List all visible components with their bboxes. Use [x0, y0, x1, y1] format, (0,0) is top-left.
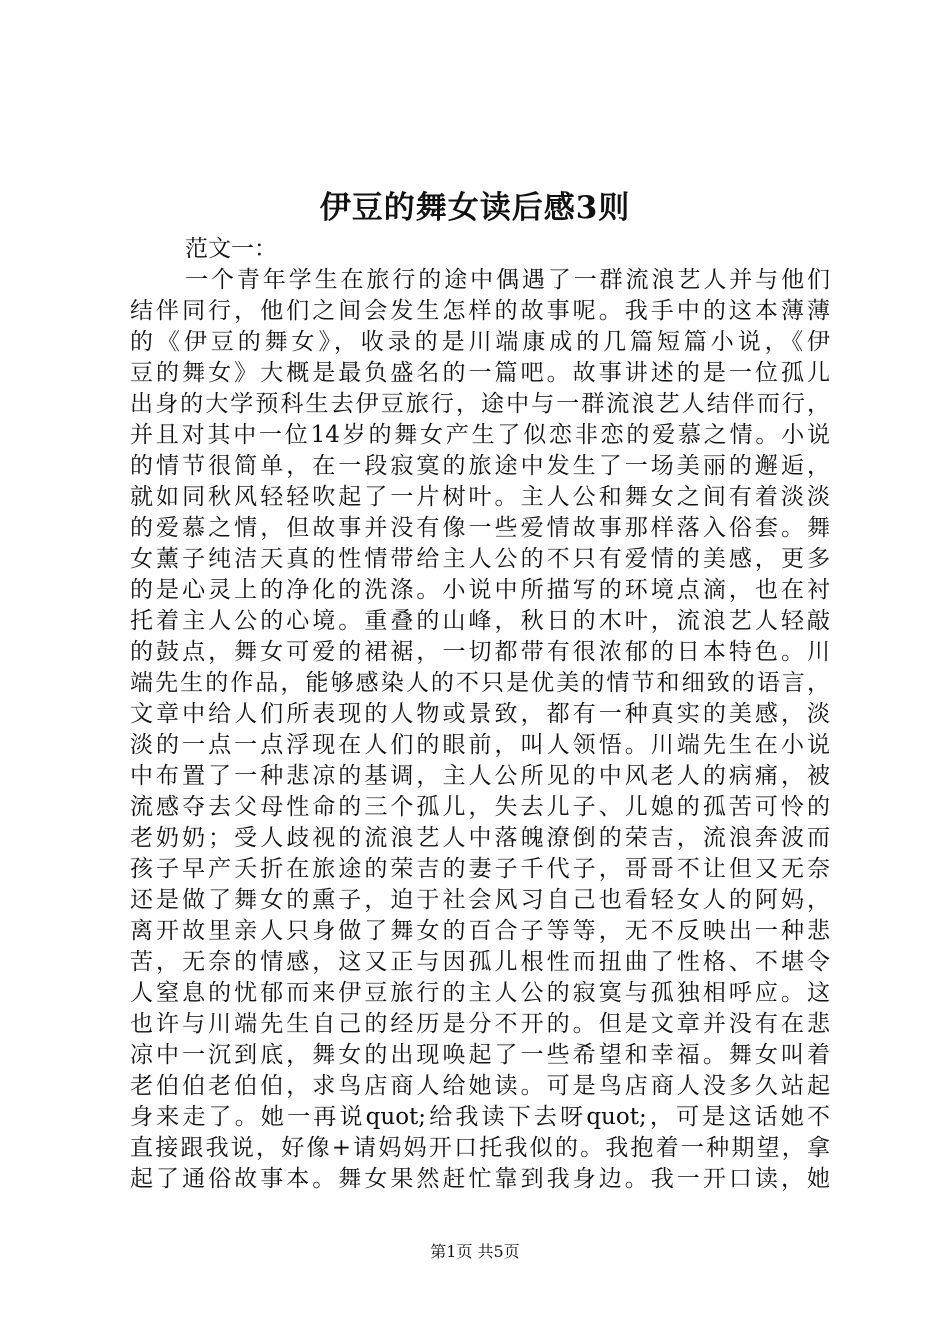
paragraph-line: 端先生的作品，能够感染人的不只是优美的情节和细致的语言，	[130, 670, 830, 696]
paragraph-line: 托着主人公的心境。重叠的山峰，秋日的木叶，流浪艺人轻敲	[130, 608, 830, 634]
paragraph-line: 的《伊豆的舞女》，收录的是川端康成的几篇短篇小说，《伊	[130, 329, 830, 355]
document-body	[130, 234, 830, 1195]
paragraph-line: 也许与川端先生自己的经历是分不开的。但是文章并没有在悲	[130, 1011, 830, 1037]
paragraph-line: 起了通俗故事本。舞女果然赶忙靠到我身边。我一开口读，她	[130, 1166, 830, 1192]
paragraph-line: 结伴同行，他们之间会发生怎样的故事呢。我手中的这本薄薄	[130, 298, 830, 324]
paragraph-line: 的情节很简单，在一段寂寞的旅途中发生了一场美丽的邂逅，	[130, 453, 830, 479]
paragraph-line: 女薰子纯洁天真的性情带给主人公的不只有爱情的美感，更多	[130, 546, 830, 572]
paragraph-line: 离开故里亲人只身做了舞女的百合子等等，无不反映出一种悲	[130, 918, 830, 944]
paragraph-line: 文章中给人们所表现的人物或景致，都有一种真实的美感，淡	[130, 701, 830, 727]
paragraph-line: 的爱慕之情，但故事并没有像一些爱情故事那样落入俗套。舞	[130, 515, 830, 541]
page-footer: 第1页 共5页	[430, 1242, 520, 1261]
paragraph-line: 就如同秋风轻轻吹起了一片树叶。主人公和舞女之间有着淡淡	[130, 484, 830, 510]
paragraph-line: 的鼓点，舞女可爱的裙裾，一切都带有很浓郁的日本特色。川	[130, 639, 830, 665]
paragraph-line: 凉中一沉到底，舞女的出现唤起了一些希望和幸福。舞女叫着	[130, 1042, 830, 1068]
paragraph-line: 直接跟我说，好像+请妈妈开口托我似的。我抱着一种期望，拿	[130, 1135, 830, 1161]
section-heading: 范文一：	[185, 236, 277, 262]
paragraph-line: 老奶奶；受人歧视的流浪艺人中落魄潦倒的荣吉，流浪奔波而	[130, 825, 830, 851]
paragraph-line: 并且对其中一位14岁的舞女产生了似恋非恋的爱慕之情。小说	[130, 422, 830, 448]
paragraph-line: 豆的舞女》大概是最负盛名的一篇吧。故事讲述的是一位孤儿	[130, 360, 830, 386]
paragraph-line: 流感夺去父母性命的三个孤儿，失去儿子、儿媳的孤苦可怜的	[130, 794, 830, 820]
paragraph-line: 身来走了。她一再说quot;给我读下去呀quot;，可是这话她不	[130, 1104, 830, 1130]
paragraph-line: 的是心灵上的净化的洗涤。小说中所描写的环境点滴，也在衬	[130, 577, 830, 603]
paragraph-line: 中布置了一种悲凉的基调，主人公所见的中风老人的病痛，被	[130, 763, 830, 789]
paragraph-line: 老伯伯老伯伯，求鸟店商人给她读。可是鸟店商人没多久站起	[130, 1073, 830, 1099]
paragraph-line: 淡的一点一点浮现在人们的眼前，叫人领悟。川端先生在小说	[130, 732, 830, 758]
paragraph-line: 苦，无奈的情感，这又正与因孤儿根性而扭曲了性格、不堪令	[130, 949, 830, 975]
paragraph-line: 还是做了舞女的熏子，迫于社会风习自己也看轻女人的阿妈，	[130, 887, 830, 913]
paragraph-line: 一个青年学生在旅行的途中偶遇了一群流浪艺人并与他们	[185, 267, 830, 293]
paragraph-line: 人窒息的忧郁而来伊豆旅行的主人公的寂寞与孤独相呼应。这	[130, 980, 830, 1006]
paragraph-line: 孩子早产夭折在旅途的荣吉的妻子千代子，哥哥不让但又无奈	[130, 856, 830, 882]
document-title: 伊豆的舞女读后感3则	[319, 190, 631, 226]
paragraph-line: 出身的大学预科生去伊豆旅行，途中与一群流浪艺人结伴而行，	[130, 391, 830, 417]
